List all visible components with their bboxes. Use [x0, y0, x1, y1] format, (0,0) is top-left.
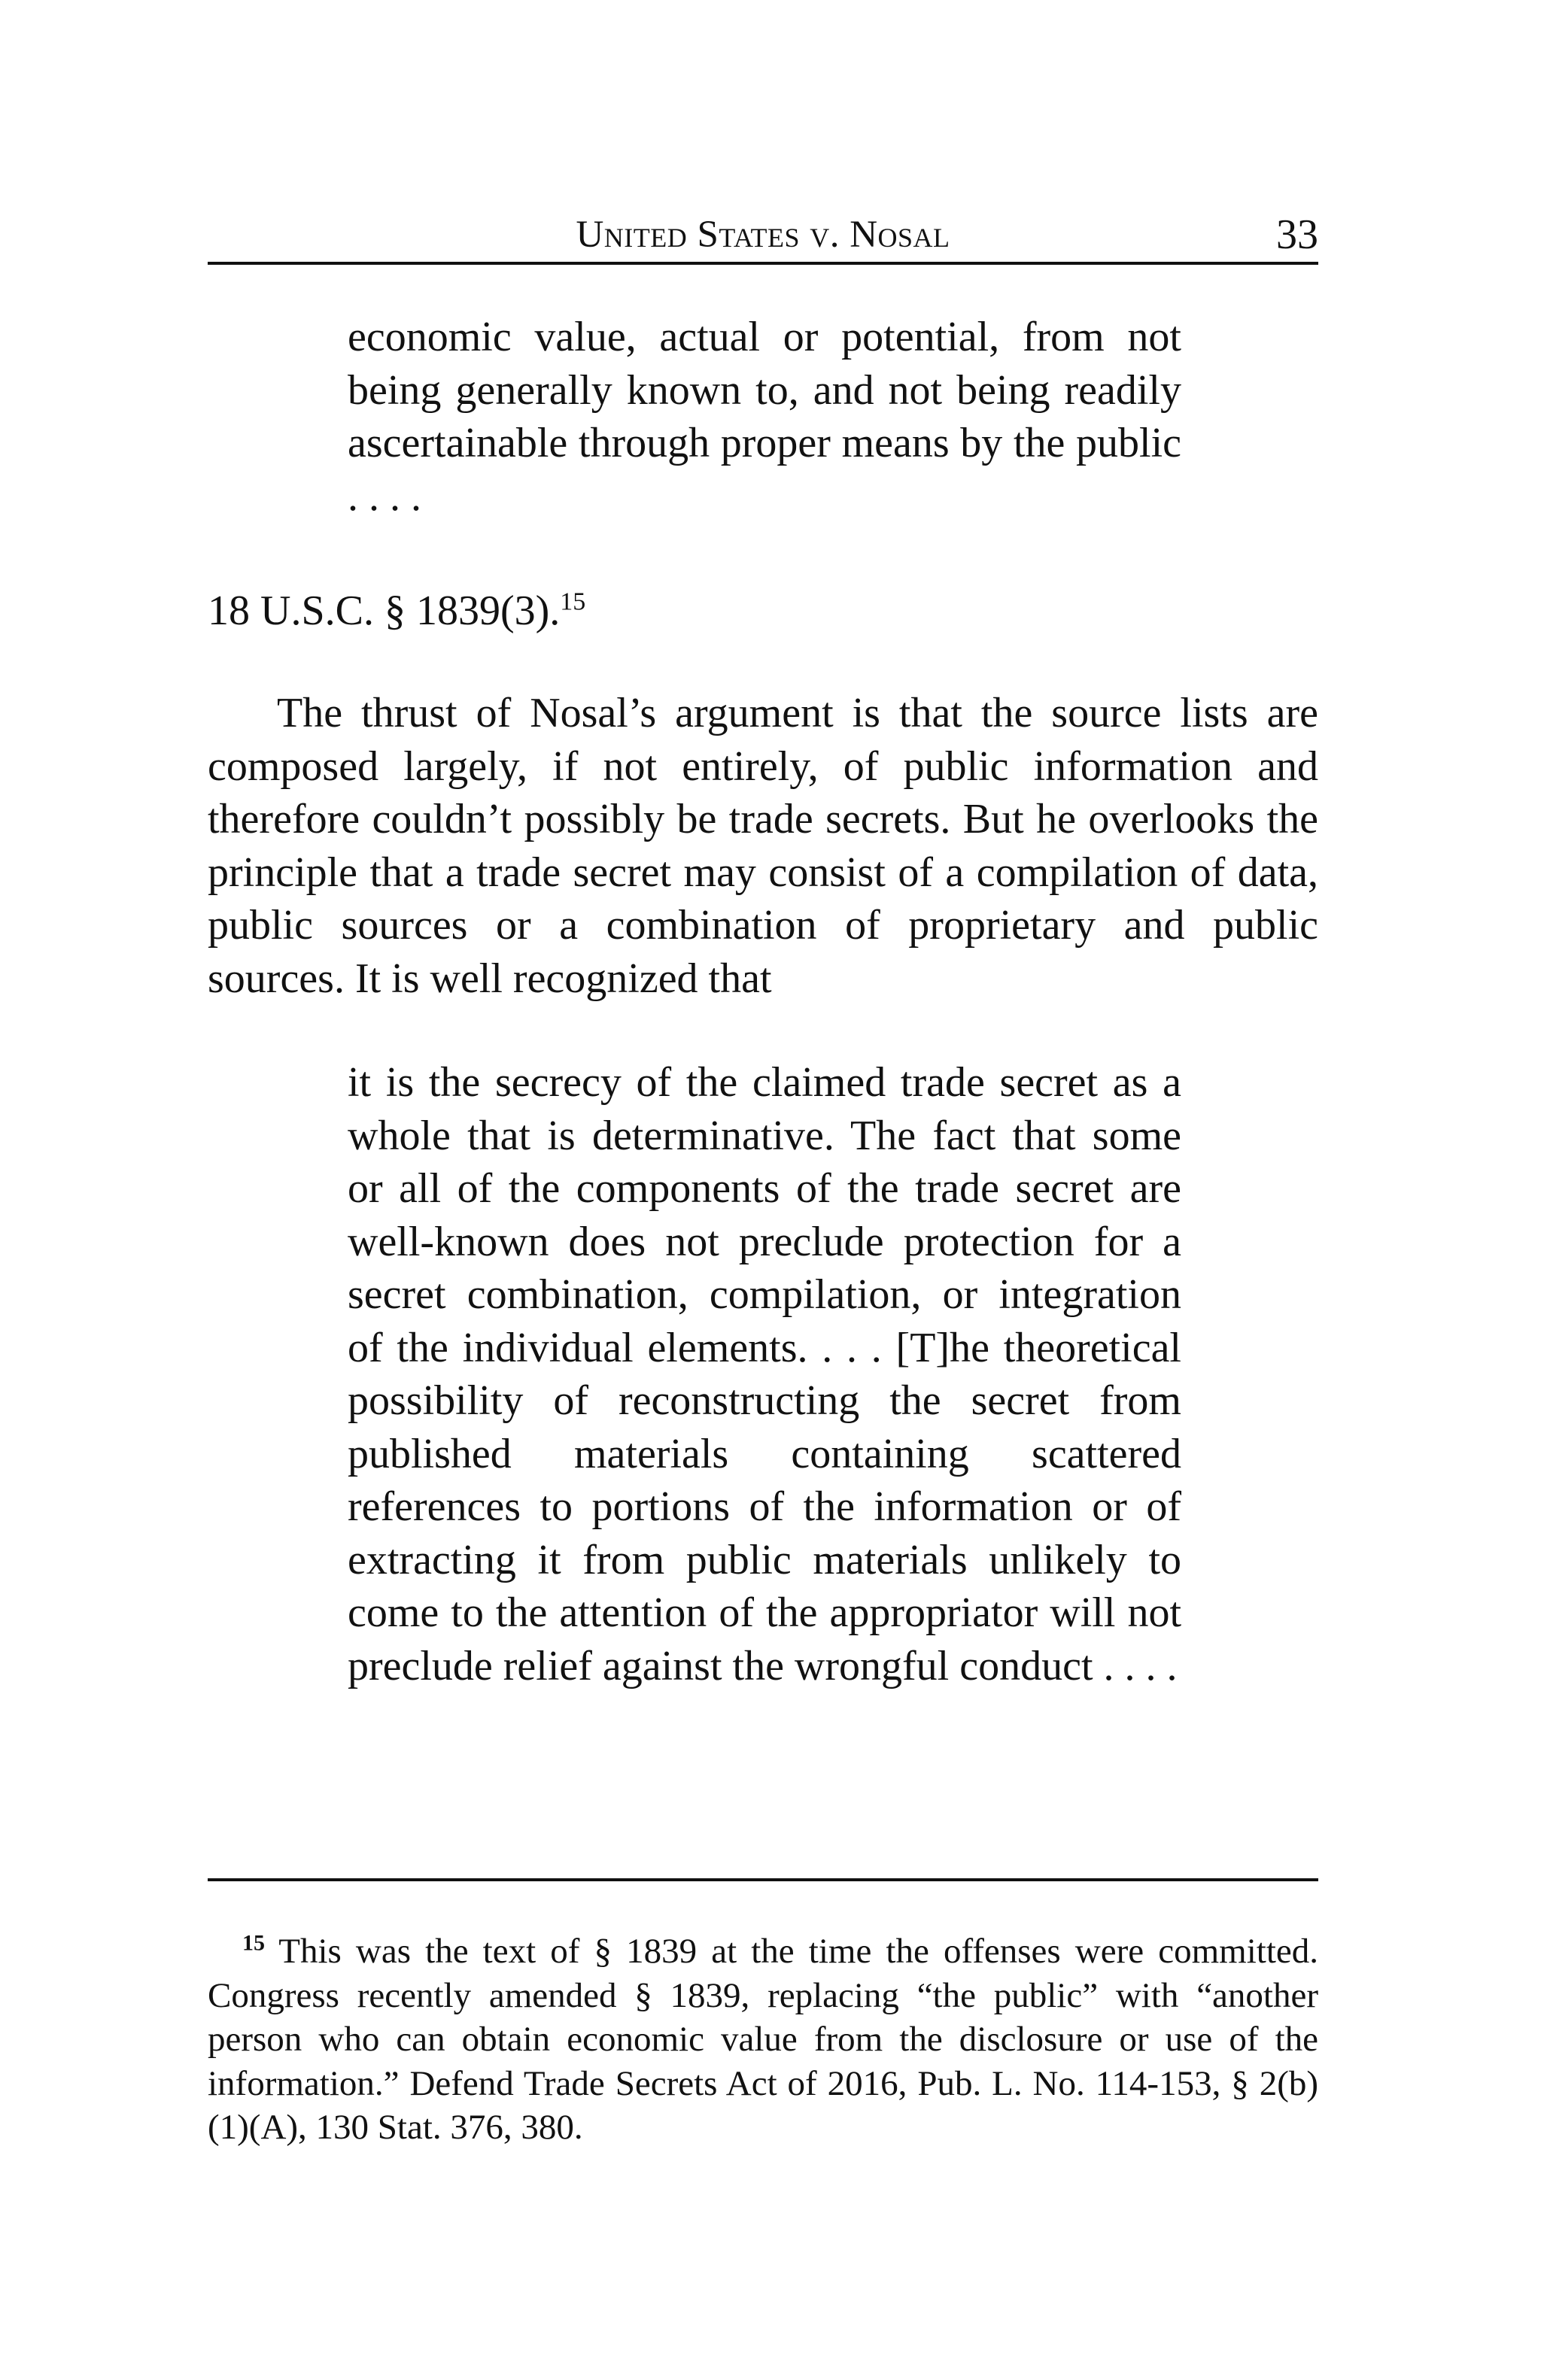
running-title: United States v. Nosal [576, 214, 950, 256]
footnote-rule [208, 1878, 1318, 1881]
header-rule [208, 262, 1318, 265]
block-quote-trade-secret: it is the secrecy of the claimed trade secret as a whole that is determinative. The fact that some or all of the components of the trade secret are well-known does not preclude protection for a secret combination, compilation, or integration of the individual elements. . . . [T]he theoretical possibility of reconstructing the secret from published materials containing scattered references to portions of the information or of extracting it from public materials unlikely to come to the attention of the appropriator will not preclude relief against the wrongful conduct . . . . [348, 1059, 1181, 1689]
body-paragraph: The thrust of Nosal’s argument is that the source lists are composed largely, if not entirely, of public information and therefore couldn’t possibly be trade secrets. But he overlooks the principle that a trade secret may consist of a compilation of data, public sources or a combination of proprietary and public sources. It is well recognized that [208, 690, 1318, 1002]
footnote-text: This was the text of § 1839 at the time the offenses were committed. Congress recently amended § 1839, replacing “the public” with “another person who can obtain economic value from the disclosure or use of the information.” Defend Trade Secrets Act of 2016, Pub. L. No. 114-153, § 2(b)(1)(A), 130 Stat. 376, 380. [208, 1932, 1318, 2147]
footnote [208, 1929, 1318, 2150]
footnote-number: 15 [242, 1930, 265, 1956]
footnote-reference: 15 [560, 587, 586, 616]
block-quote-statute: economic value, actual or potential, from not being generally known to, and not being readily ascertainable through proper means by the public . . . . [348, 314, 1181, 520]
running-head [208, 203, 1318, 263]
page-number: 33 [1276, 211, 1318, 258]
citation-text: 18 U.S.C. § 1839(3). [208, 587, 561, 634]
statute-citation [208, 584, 585, 637]
